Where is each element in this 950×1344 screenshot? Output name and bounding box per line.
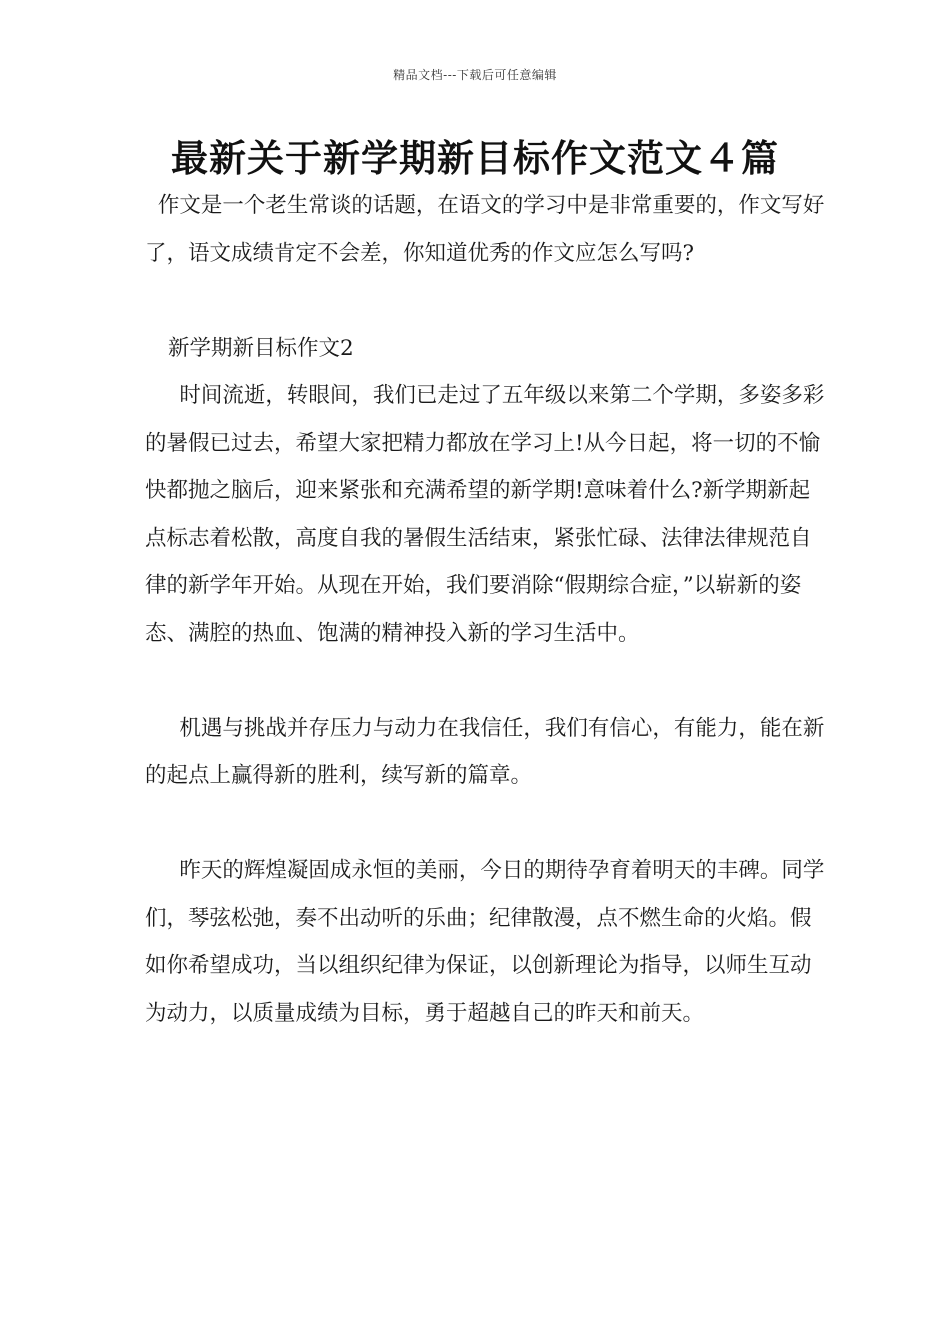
body-paragraph: 时间流逝，转眼间，我们已走过了五年级以来第二个学期，多姿多彩的暑假已过去，希望大家把精力都放在学习上!从今日起，将一切的不愉快都抛之脑后，迎来紧张和充满希望的新学期!意味着什么?新学期新起点标志着松散，高度自我的暑假生活结束，紧张忙碌、法律法律规范自律的新学年开始。从现在开始，我们要消除“假期综合症，”以崭新的姿态、满腔的热血、饱满的精神投入新的学习生活中。 (145, 383, 825, 646)
intro-paragraph: 作文是一个老生常谈的话题，在语文的学习中是非常重要的，作文写好了，语文成绩肯定不会差，你知道优秀的作文应怎么写吗? (145, 193, 825, 266)
document-title: 最新关于新学期新目标作文范文４篇 (171, 137, 779, 180)
page-header: 精品文档---下载后可任意编辑 (393, 68, 557, 82)
section-title: 新学期新目标作文2 (168, 335, 354, 361)
body-paragraph: 机遇与挑战并存压力与动力在我信任，我们有信心，有能力，能在新的起点上赢得新的胜利，续写新的篇章。 (145, 715, 825, 788)
document-body (145, 182, 825, 1037)
body-paragraph: 昨天的辉煌凝固成永恒的美丽，今日的期待孕育着明天的丰碑。同学们，琴弦松弛，奏不出动听的乐曲；纪律散漫，点不燃生命的火焰。假如你希望成功，当以组织纪律为保证，以创新理论为指导，以师生互动为动力，以质量成绩为目标，勇于超越自己的昨天和前天。 (145, 858, 825, 1026)
